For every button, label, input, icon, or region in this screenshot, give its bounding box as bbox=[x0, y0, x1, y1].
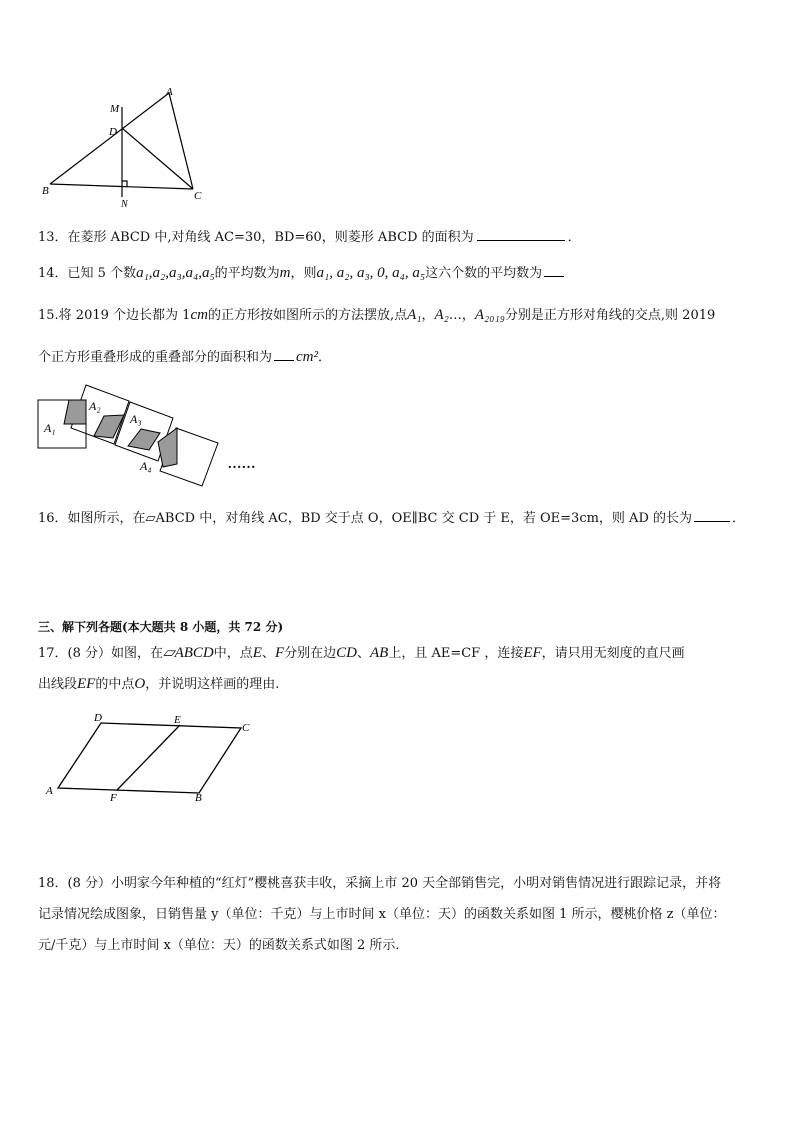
q17-ab: AB bbox=[369, 645, 389, 661]
label-c: C bbox=[194, 190, 202, 202]
q15-line2-pre: 个正方形重叠形成的重叠部分的面积和为 bbox=[38, 350, 273, 365]
figure-triangle-bisector bbox=[30, 85, 220, 210]
question-16 bbox=[38, 509, 745, 529]
q14-mid2: ，则 bbox=[290, 266, 317, 281]
q15-sep: ， bbox=[421, 308, 435, 323]
q15-a2: A₂ bbox=[434, 307, 449, 323]
q14-pre: 14．已知 5 个数 bbox=[38, 266, 137, 281]
fig-ellipsis: …… bbox=[228, 457, 256, 472]
q13-end: ． bbox=[567, 230, 581, 245]
q14-answer-blank[interactable] bbox=[544, 264, 564, 277]
q15-a2019: A₂₀₁₉ bbox=[474, 307, 505, 323]
fig-label-a3: A₃ bbox=[130, 412, 142, 426]
q13-text: 13．在菱形 ABCD 中,对角线 AC=30，BD=60，则菱形 ABCD 的面积为 bbox=[38, 230, 474, 245]
question-14 bbox=[38, 263, 566, 284]
q17-sep2: 、 bbox=[356, 646, 370, 661]
fig-label-a2: A₂ bbox=[89, 399, 101, 413]
fig-label-a4: A₄ bbox=[140, 459, 152, 473]
q17-line1-post: 上，且 AE=CF ，连接 bbox=[388, 646, 524, 661]
question-17-line-2 bbox=[38, 674, 279, 695]
q14-mid: 的平均数为 bbox=[214, 266, 280, 281]
q17-f: F bbox=[274, 645, 285, 661]
q17-line2-mid: 的中点 bbox=[95, 677, 135, 692]
segment-dc bbox=[122, 128, 193, 189]
segment-ac bbox=[169, 93, 193, 189]
q15-line1-mid: 的正方形按如图所示的方法摆放,点 bbox=[207, 308, 408, 323]
q14-nums1: a₁,a₂,a₃,a₄,a₅ bbox=[136, 265, 215, 281]
q15-line2-end: ． bbox=[318, 350, 332, 365]
label-b: B bbox=[42, 185, 49, 197]
question-13 bbox=[38, 228, 581, 248]
fig-label-a1: A₁ bbox=[44, 421, 56, 435]
fig17-label-a: A bbox=[46, 785, 53, 797]
q17-line2-pre: 出线段 bbox=[38, 677, 78, 692]
q17-line1-mid2: 分别在边 bbox=[284, 646, 337, 661]
q15-line1-post: 分别是正方形对角线的交点,则 2019 bbox=[504, 308, 716, 323]
overlap-3 bbox=[128, 429, 160, 450]
section-3-title: 三、解下列各题(本大题共 8 小题，共 72 分) bbox=[38, 620, 284, 634]
question-15-line-1 bbox=[38, 305, 715, 326]
q15-line2-unit: cm² bbox=[296, 349, 319, 365]
q14-nums2: a₁, a₂, a₃, 0, a₄, a₅ bbox=[316, 265, 426, 281]
q13-answer-blank[interactable] bbox=[477, 228, 565, 241]
q17-sep1: 、 bbox=[261, 646, 275, 661]
q17-line1-end: ，请只用无刻度的直尺画 bbox=[541, 646, 685, 661]
q14-post: 这六个数的平均数为 bbox=[425, 266, 543, 281]
q17-ef: EF bbox=[523, 645, 542, 661]
segment-ef bbox=[117, 725, 180, 790]
fig17-label-d: D bbox=[94, 712, 102, 724]
q17-e: E bbox=[252, 645, 262, 661]
question-18-line-2: 记录情况绘成图象，日销售量 y（单位：千克）与上市时间 x（单位：天）的函数关系如图 1 所示，樱桃价格 z（单位： bbox=[38, 907, 726, 922]
fig17-label-b: B bbox=[195, 792, 202, 804]
question-17-line-1 bbox=[38, 643, 685, 664]
q17-o: O bbox=[134, 676, 146, 692]
parallelogram-abcd bbox=[58, 723, 241, 793]
q17-line1-pre: 17．(8 分）如图，在 bbox=[38, 646, 164, 661]
label-m: M bbox=[110, 103, 120, 115]
fig17-label-f: F bbox=[110, 792, 117, 804]
q17-para: ▱ABCD bbox=[163, 645, 214, 661]
q15-dots: …， bbox=[448, 308, 475, 323]
label-a: A bbox=[166, 86, 173, 98]
question-18-line-1: 18．(8 分）小明家今年种植的“红灯”樱桃喜获丰收，采摘上市 20 天全部销售完，小明对销售情况进行跟踪记录，并将 bbox=[38, 876, 722, 891]
q15-line1-pre: 15.将 2019 个边长都为 1 bbox=[38, 308, 191, 323]
label-n: N bbox=[121, 199, 128, 210]
fig17-label-c: C bbox=[242, 722, 250, 734]
q16-text: 16．如图所示，在▱ABCD 中，对角线 AC，BD 交于点 O，OE∥BC 交 CD 于 E，若 OE=3cm，则 AD 的长为 bbox=[38, 511, 692, 526]
q17-ef2: EF bbox=[77, 676, 96, 692]
q15-a1: A₁ bbox=[407, 307, 422, 323]
overlap-2 bbox=[94, 415, 124, 438]
fig17-label-e: E bbox=[174, 714, 181, 726]
q15-unit: cm bbox=[190, 307, 208, 323]
figure-parallelogram bbox=[40, 708, 270, 808]
question-18-line-3: 元/千克）与上市时间 x（单位：天）的函数关系式如图 2 所示． bbox=[38, 938, 409, 953]
label-d: D bbox=[109, 126, 117, 138]
q14-m: m bbox=[279, 265, 291, 281]
q17-cd: CD bbox=[336, 645, 357, 661]
question-15-line-2 bbox=[38, 347, 331, 368]
q15-answer-blank[interactable] bbox=[274, 348, 294, 361]
overlap-1 bbox=[64, 400, 86, 424]
q16-end: ． bbox=[732, 511, 746, 526]
q16-answer-blank[interactable] bbox=[694, 509, 730, 522]
q17-line1-mid: 中，点 bbox=[213, 646, 253, 661]
q17-line2-post: ，并说明这样画的理由. bbox=[145, 677, 280, 692]
figure-overlapping-squares bbox=[34, 380, 274, 495]
